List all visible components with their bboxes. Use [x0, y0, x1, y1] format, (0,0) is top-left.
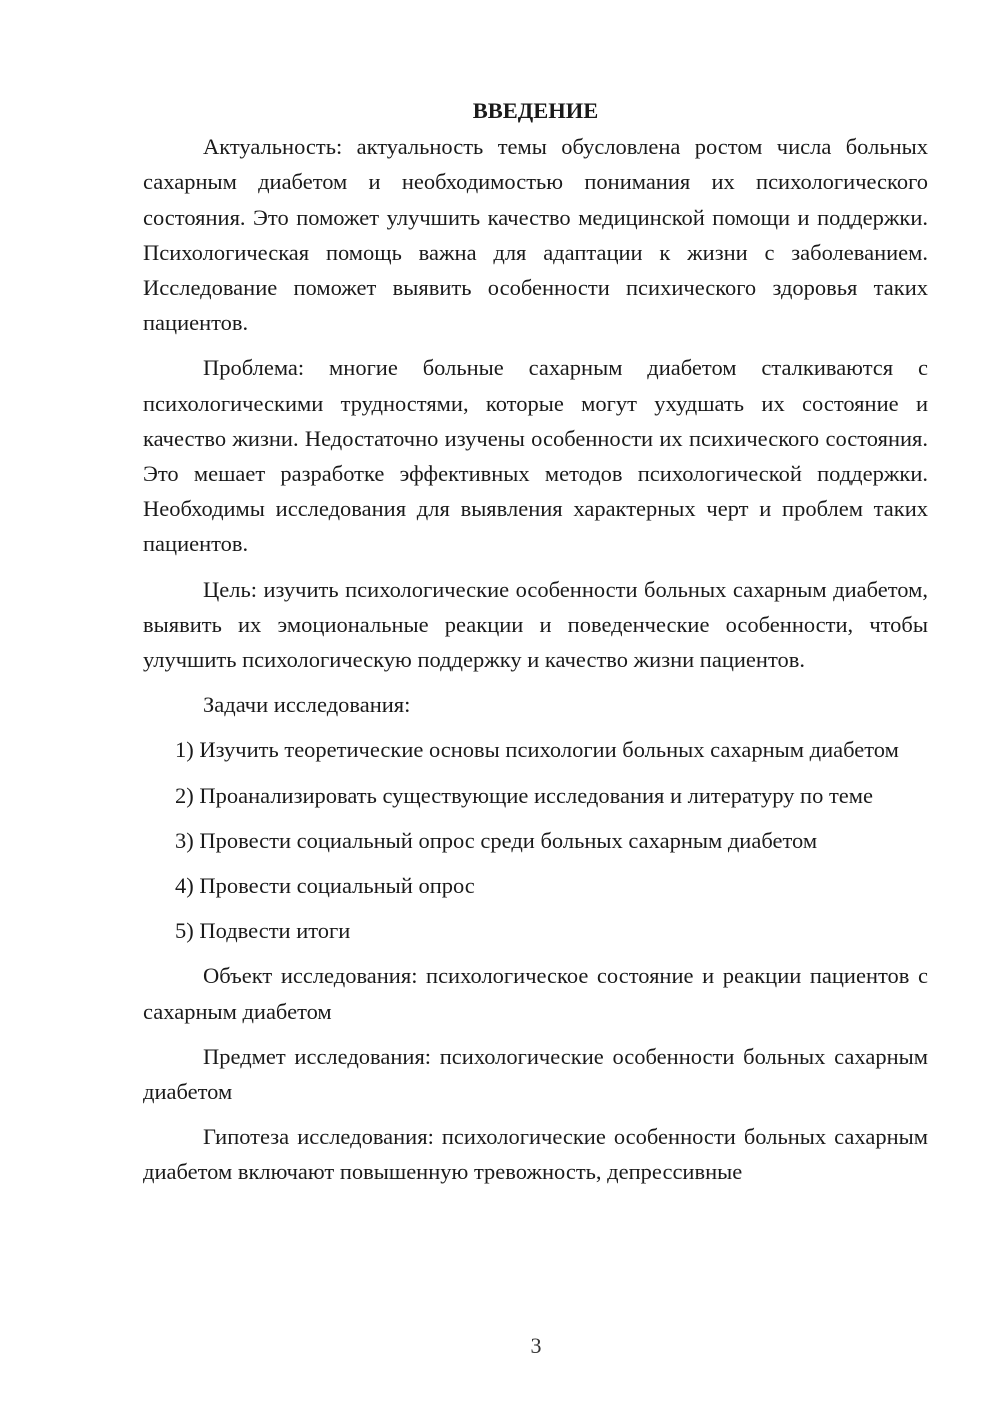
paragraph-hypothesis: Гипотеза исследования: психологические особенности больных сахарным диабетом включают повышенную тревожность, депрессивные — [143, 1124, 928, 1185]
page-number: 3 — [530, 1333, 542, 1358]
task-item-2: 2) Проанализировать существующие исследования и литературу по теме — [175, 782, 873, 808]
task-item-4: 4) Провести социальный опрос — [175, 873, 475, 899]
paragraph-subject: Предмет исследования: психологические особенности больных сахарным диабетом — [143, 1043, 928, 1105]
page-content — [143, 93, 928, 1190]
paragraph-goal: Цель: изучить психологические особенности больных сахарным диабетом, выявить их эмоциональные реакции и поведенческие особенности, чтобы улучшить психологическую поддержку и качество жизни пациентов. — [143, 576, 928, 673]
paragraph-relevance: Актуальность: актуальность темы обусловлена ростом числа больных сахарным диабетом и необходимостью понимания их психологического состояния. Это поможет улучшить качество медицинской помощи и поддержки. Психологическая помощь важна для адаптации к жизни с заболеванием. Исследование поможет выявить особенности психического здоровья таких пациентов. — [143, 134, 928, 336]
tasks-heading: Задачи исследования: — [203, 692, 411, 718]
paragraph-object: Объект исследования: психологическое состояние и реакции пациентов с сахарным диабетом — [143, 963, 928, 1024]
section-title: ВВЕДЕНИЕ — [472, 98, 599, 123]
task-item-1: 1) Изучить теоретические основы психологии больных сахарным диабетом — [175, 737, 899, 763]
task-item-5: 5) Подвести итоги — [175, 918, 351, 944]
task-item-3: 3) Провести социальный опрос среди больных сахарным диабетом — [175, 827, 818, 853]
paragraph-problem: Проблема: многие больные сахарным диабетом сталкиваются с психологическими трудностями, которые могут ухудшать их состояние и качество жизни. Недостаточно изучены особенности их психического состояния. Это мешает разработке эффективных методов психологической поддержки. Необходимы исследования для выявления характерных черт и проблем таких пациентов. — [143, 355, 928, 557]
